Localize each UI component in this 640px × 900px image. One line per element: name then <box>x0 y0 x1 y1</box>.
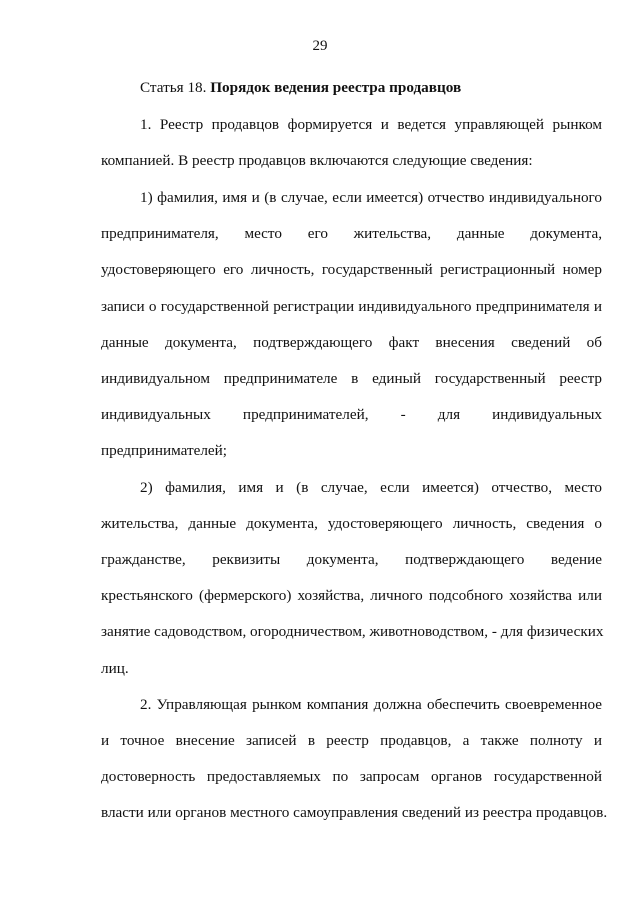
item-1-line-3: удостоверяющего его личность, государственный регистрационный номер <box>101 261 602 278</box>
item-2-line-2: жительства, данные документа, удостоверяющего личность, сведения о <box>101 515 602 532</box>
item-2-line-4: крестьянского (фермерского) хозяйства, личного подсобного хозяйства или <box>101 587 602 604</box>
article-heading <box>140 78 461 98</box>
item-1-line-5: данные документа, подтверждающего факт внесения сведений об <box>101 334 602 351</box>
item-1-line-8: предпринимателей; <box>101 442 227 459</box>
paragraph-2-line-1: 2. Управляющая рынком компания должна обеспечить своевременное <box>140 696 602 713</box>
paragraph-1-line-2: компанией. В реестр продавцов включаются следующие сведения: <box>101 152 533 169</box>
item-2-line-5: занятие садоводством, огородничеством, животноводством, - для физических <box>101 623 604 640</box>
item-1-line-6: индивидуальном предпринимателе в единый государственный реестр <box>101 370 602 387</box>
item-1-line-4: записи о государственной регистрации индивидуального предпринимателя и <box>101 298 602 315</box>
paragraph-1-line-1: 1. Реестр продавцов формируется и ведется управляющей рынком <box>140 116 602 133</box>
item-1-line-1: 1) фамилия, имя и (в случае, если имеется) отчество индивидуального <box>140 189 602 206</box>
article-title: Порядок ведения реестра продавцов <box>210 79 462 96</box>
article-prefix: Статья 18. <box>140 79 207 96</box>
item-1-line-7: индивидуальных предпринимателей, - для индивидуальных <box>101 406 602 423</box>
paragraph-2-line-4: власти или органов местного самоуправления сведений из реестра продавцов. <box>101 804 608 821</box>
item-2-line-6: лиц. <box>101 660 129 677</box>
item-2-line-1: 2) фамилия, имя и (в случае, если имеется) отчество, место <box>140 479 602 496</box>
item-1-line-2: предпринимателя, место его жительства, данные документа, <box>101 225 602 242</box>
page-number: 29 <box>312 38 328 54</box>
paragraph-2-line-3: достоверность предоставляемых по запросам органов государственной <box>101 768 602 785</box>
paragraph-2-line-2: и точное внесение записей в реестр продавцов, а также полноту и <box>101 732 602 749</box>
item-2-line-3: гражданстве, реквизиты документа, подтверждающего ведение <box>101 551 602 568</box>
